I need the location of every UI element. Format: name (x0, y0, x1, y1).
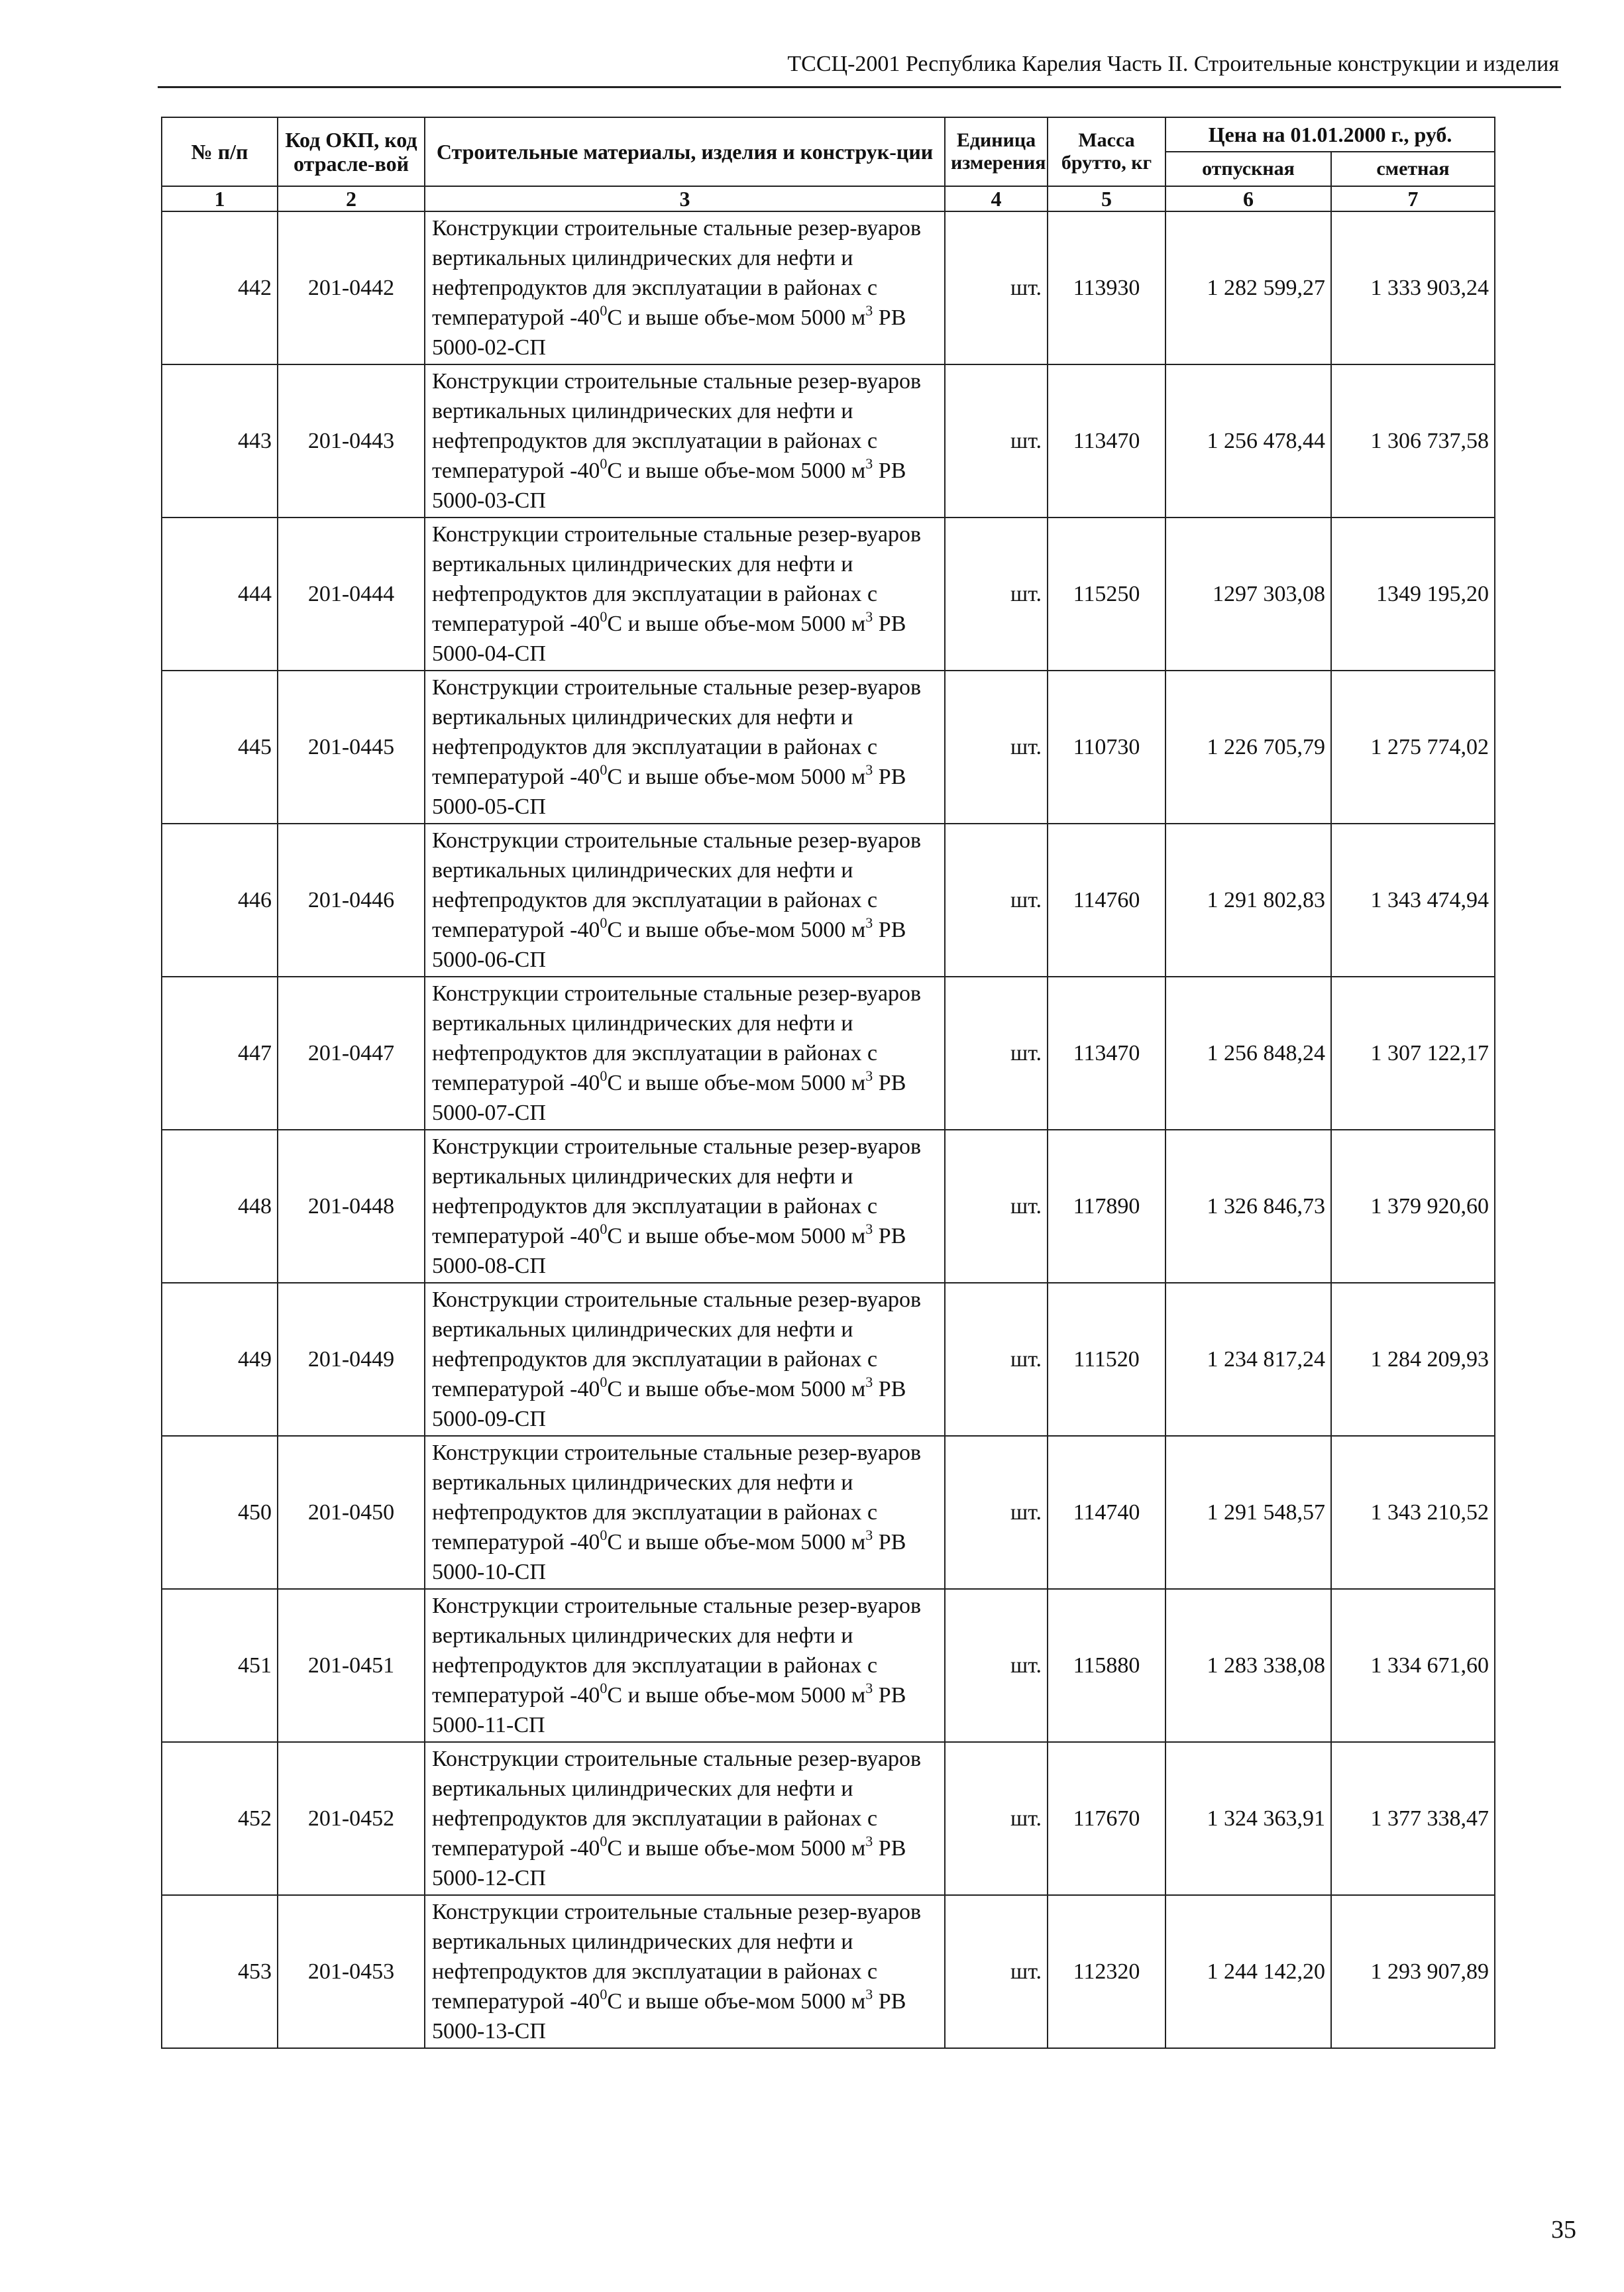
table-row (162, 824, 1495, 977)
description-text: РВ 5000-12-СП (432, 1836, 906, 1890)
description-text: РВ 5000-11-СП (432, 1683, 906, 1737)
degree-superscript: 0 (600, 608, 608, 625)
row-release-price: 1 326 846,73 (1165, 1130, 1331, 1283)
row-estimate-price: 1 306 737,58 (1331, 364, 1495, 518)
description-text: С и выше объе-мом 5000 м (607, 612, 866, 636)
column-numbers-row (162, 186, 1495, 211)
row-description (425, 364, 945, 518)
row-code: 201-0451 (278, 1589, 425, 1742)
column-number: 6 (1165, 186, 1331, 211)
cube-superscript: 3 (865, 1679, 873, 1696)
row-number: 446 (162, 824, 278, 977)
column-number: 4 (945, 186, 1048, 211)
description-text: Конструкции строительные стальные резер-вуаров вертикальных цилиндрических для нефти и нефтепродуктов для эксплуатации в районах с температурой -40 (432, 522, 922, 636)
row-number: 452 (162, 1742, 278, 1895)
row-mass: 115250 (1048, 518, 1165, 671)
description-text: С и выше объе-мом 5000 м (607, 1836, 866, 1861)
row-number: 453 (162, 1895, 278, 2048)
table-row (162, 1130, 1495, 1283)
table-row (162, 1589, 1495, 1742)
description-text: РВ 5000-10-СП (432, 1530, 906, 1584)
row-release-price: 1 282 599,27 (1165, 211, 1331, 364)
header-price-group: Цена на 01.01.2000 г., руб. (1165, 117, 1495, 152)
cube-superscript: 3 (865, 1373, 873, 1390)
row-number: 445 (162, 671, 278, 824)
row-unit: шт. (945, 671, 1048, 824)
price-table (161, 117, 1495, 2049)
row-estimate-price: 1 293 907,89 (1331, 1895, 1495, 2048)
row-mass: 113470 (1048, 364, 1165, 518)
cube-superscript: 3 (865, 301, 873, 319)
row-unit: шт. (945, 1436, 1048, 1589)
row-estimate-price: 1349 195,20 (1331, 518, 1495, 671)
row-mass: 111520 (1048, 1283, 1165, 1436)
row-release-price: 1 283 338,08 (1165, 1589, 1331, 1742)
table-row (162, 364, 1495, 518)
row-number: 444 (162, 518, 278, 671)
row-mass: 117670 (1048, 1742, 1165, 1895)
row-description (425, 824, 945, 977)
row-mass: 117890 (1048, 1130, 1165, 1283)
row-unit: шт. (945, 364, 1048, 518)
row-mass: 112320 (1048, 1895, 1165, 2048)
row-mass: 110730 (1048, 671, 1165, 824)
row-release-price: 1 291 548,57 (1165, 1436, 1331, 1589)
description-text: РВ 5000-04-СП (432, 612, 906, 666)
row-unit: шт. (945, 1895, 1048, 2048)
row-code: 201-0446 (278, 824, 425, 977)
degree-superscript: 0 (600, 1985, 608, 2002)
column-number: 7 (1331, 186, 1495, 211)
row-estimate-price: 1 343 210,52 (1331, 1436, 1495, 1589)
description-text: С и выше объе-мом 5000 м (607, 1224, 866, 1248)
header-estimate: сметная (1331, 152, 1495, 186)
description-text: Конструкции строительные стальные резер-вуаров вертикальных цилиндрических для нефти и нефтепродуктов для эксплуатации в районах с температурой -40 (432, 369, 922, 483)
header-row (162, 117, 1495, 152)
cube-superscript: 3 (865, 1985, 873, 2002)
row-estimate-price: 1 284 209,93 (1331, 1283, 1495, 1436)
cube-superscript: 3 (865, 761, 873, 778)
row-number: 450 (162, 1436, 278, 1589)
row-mass: 115880 (1048, 1589, 1165, 1742)
row-estimate-price: 1 379 920,60 (1331, 1130, 1495, 1283)
header-mass: Масса брутто, кг (1048, 117, 1165, 186)
row-estimate-price: 1 343 474,94 (1331, 824, 1495, 977)
degree-superscript: 0 (600, 1220, 608, 1237)
table-row (162, 671, 1495, 824)
running-head: ТССЦ-2001 Республика Карелия Часть II. Строительные конструкции и изделия (787, 52, 1559, 76)
description-text: Конструкции строительные стальные резер-вуаров вертикальных цилиндрических для нефти и нефтепродуктов для эксплуатации в районах с температурой -40 (432, 1287, 922, 1401)
description-text: РВ 5000-03-СП (432, 459, 906, 513)
row-code: 201-0452 (278, 1742, 425, 1895)
description-text: Конструкции строительные стальные резер-вуаров вертикальных цилиндрических для нефти и нефтепродуктов для эксплуатации в районах с температурой -40 (432, 828, 922, 942)
description-text: РВ 5000-08-СП (432, 1224, 906, 1278)
degree-superscript: 0 (600, 1526, 608, 1543)
cube-superscript: 3 (865, 1526, 873, 1543)
description-text: РВ 5000-13-СП (432, 1989, 906, 2044)
table-row (162, 518, 1495, 671)
degree-superscript: 0 (600, 1832, 608, 1849)
description-text: С и выше объе-мом 5000 м (607, 765, 866, 789)
row-mass: 114760 (1048, 824, 1165, 977)
row-unit: шт. (945, 1130, 1048, 1283)
row-estimate-price: 1 307 122,17 (1331, 977, 1495, 1130)
row-description (425, 1589, 945, 1742)
row-mass: 113470 (1048, 977, 1165, 1130)
column-number: 3 (425, 186, 945, 211)
row-estimate-price: 1 377 338,47 (1331, 1742, 1495, 1895)
row-estimate-price: 1 275 774,02 (1331, 671, 1495, 824)
description-text: РВ 5000-05-СП (432, 765, 906, 819)
description-text: Конструкции строительные стальные резер-вуаров вертикальных цилиндрических для нефти и нефтепродуктов для эксплуатации в районах с температурой -40 (432, 1747, 922, 1861)
description-text: С и выше объе-мом 5000 м (607, 918, 866, 942)
row-estimate-price: 1 333 903,24 (1331, 211, 1495, 364)
row-code: 201-0448 (278, 1130, 425, 1283)
row-description (425, 1742, 945, 1895)
header-rule (158, 86, 1561, 88)
description-text: С и выше объе-мом 5000 м (607, 1530, 866, 1555)
row-estimate-price: 1 334 671,60 (1331, 1589, 1495, 1742)
row-code: 201-0442 (278, 211, 425, 364)
row-release-price: 1 324 363,91 (1165, 1742, 1331, 1895)
row-code: 201-0447 (278, 977, 425, 1130)
row-number: 448 (162, 1130, 278, 1283)
degree-superscript: 0 (600, 914, 608, 931)
row-number: 451 (162, 1589, 278, 1742)
row-code: 201-0449 (278, 1283, 425, 1436)
table-row (162, 1283, 1495, 1436)
row-code: 201-0445 (278, 671, 425, 824)
row-number: 442 (162, 211, 278, 364)
row-unit: шт. (945, 1589, 1048, 1742)
cube-superscript: 3 (865, 608, 873, 625)
row-unit: шт. (945, 518, 1048, 671)
degree-superscript: 0 (600, 301, 608, 319)
row-description (425, 518, 945, 671)
description-text: РВ 5000-09-СП (432, 1377, 906, 1431)
description-text: Конструкции строительные стальные резер-вуаров вертикальных цилиндрических для нефти и нефтепродуктов для эксплуатации в районах с температурой -40 (432, 1900, 922, 2014)
description-text: С и выше объе-мом 5000 м (607, 459, 866, 483)
description-text: Конструкции строительные стальные резер-вуаров вертикальных цилиндрических для нефти и нефтепродуктов для эксплуатации в районах с температурой -40 (432, 216, 922, 330)
header-materials: Строительные материалы, изделия и конструк-ции (425, 117, 945, 186)
table-row (162, 1436, 1495, 1589)
description-text: С и выше объе-мом 5000 м (607, 1989, 866, 2014)
description-text: Конструкции строительные стальные резер-вуаров вертикальных цилиндрических для нефти и нефтепродуктов для эксплуатации в районах с температурой -40 (432, 675, 922, 789)
row-unit: шт. (945, 977, 1048, 1130)
row-description (425, 977, 945, 1130)
row-code: 201-0453 (278, 1895, 425, 2048)
table-row (162, 977, 1495, 1130)
row-code: 201-0444 (278, 518, 425, 671)
description-text: РВ 5000-07-СП (432, 1071, 906, 1125)
row-number: 449 (162, 1283, 278, 1436)
degree-superscript: 0 (600, 1067, 608, 1084)
row-description (425, 1436, 945, 1589)
row-release-price: 1 291 802,83 (1165, 824, 1331, 977)
table-row (162, 1742, 1495, 1895)
page-number: 35 (1551, 2216, 1576, 2244)
column-number: 1 (162, 186, 278, 211)
description-text: РВ 5000-06-СП (432, 918, 906, 972)
cube-superscript: 3 (865, 1832, 873, 1849)
degree-superscript: 0 (600, 1679, 608, 1696)
description-text: С и выше объе-мом 5000 м (607, 1377, 866, 1401)
description-text: РВ 5000-02-СП (432, 305, 906, 360)
cube-superscript: 3 (865, 455, 873, 472)
description-text: С и выше объе-мом 5000 м (607, 305, 866, 330)
row-number: 447 (162, 977, 278, 1130)
table-row (162, 1895, 1495, 2048)
row-release-price: 1297 303,08 (1165, 518, 1331, 671)
row-mass: 113930 (1048, 211, 1165, 364)
column-number: 2 (278, 186, 425, 211)
degree-superscript: 0 (600, 455, 608, 472)
cube-superscript: 3 (865, 1067, 873, 1084)
row-unit: шт. (945, 824, 1048, 977)
degree-superscript: 0 (600, 761, 608, 778)
row-release-price: 1 256 848,24 (1165, 977, 1331, 1130)
description-text: Конструкции строительные стальные резер-вуаров вертикальных цилиндрических для нефти и нефтепродуктов для эксплуатации в районах с температурой -40 (432, 1594, 922, 1708)
description-text: С и выше объе-мом 5000 м (607, 1071, 866, 1095)
row-release-price: 1 256 478,44 (1165, 364, 1331, 518)
cube-superscript: 3 (865, 1220, 873, 1237)
header-unit: Единица измерения (945, 117, 1048, 186)
degree-superscript: 0 (600, 1373, 608, 1390)
cube-superscript: 3 (865, 914, 873, 931)
row-description (425, 1130, 945, 1283)
row-unit: шт. (945, 211, 1048, 364)
row-description (425, 1895, 945, 2048)
row-description (425, 211, 945, 364)
row-mass: 114740 (1048, 1436, 1165, 1589)
row-description (425, 671, 945, 824)
row-code: 201-0443 (278, 364, 425, 518)
description-text: С и выше объе-мом 5000 м (607, 1683, 866, 1708)
row-code: 201-0450 (278, 1436, 425, 1589)
description-text: Конструкции строительные стальные резер-вуаров вертикальных цилиндрических для нефти и нефтепродуктов для эксплуатации в районах с температурой -40 (432, 1134, 922, 1248)
row-description (425, 1283, 945, 1436)
description-text: Конструкции строительные стальные резер-вуаров вертикальных цилиндрических для нефти и нефтепродуктов для эксплуатации в районах с температурой -40 (432, 981, 922, 1095)
table-row (162, 211, 1495, 364)
column-number: 5 (1048, 186, 1165, 211)
row-release-price: 1 234 817,24 (1165, 1283, 1331, 1436)
row-release-price: 1 244 142,20 (1165, 1895, 1331, 2048)
row-release-price: 1 226 705,79 (1165, 671, 1331, 824)
row-unit: шт. (945, 1283, 1048, 1436)
header-release: отпускная (1165, 152, 1331, 186)
description-text: Конструкции строительные стальные резер-вуаров вертикальных цилиндрических для нефти и нефтепродуктов для эксплуатации в районах с температурой -40 (432, 1441, 922, 1555)
row-unit: шт. (945, 1742, 1048, 1895)
header-code: Код ОКП, код отрасле-вой (278, 117, 425, 186)
row-number: 443 (162, 364, 278, 518)
header-num: № п/п (162, 117, 278, 186)
